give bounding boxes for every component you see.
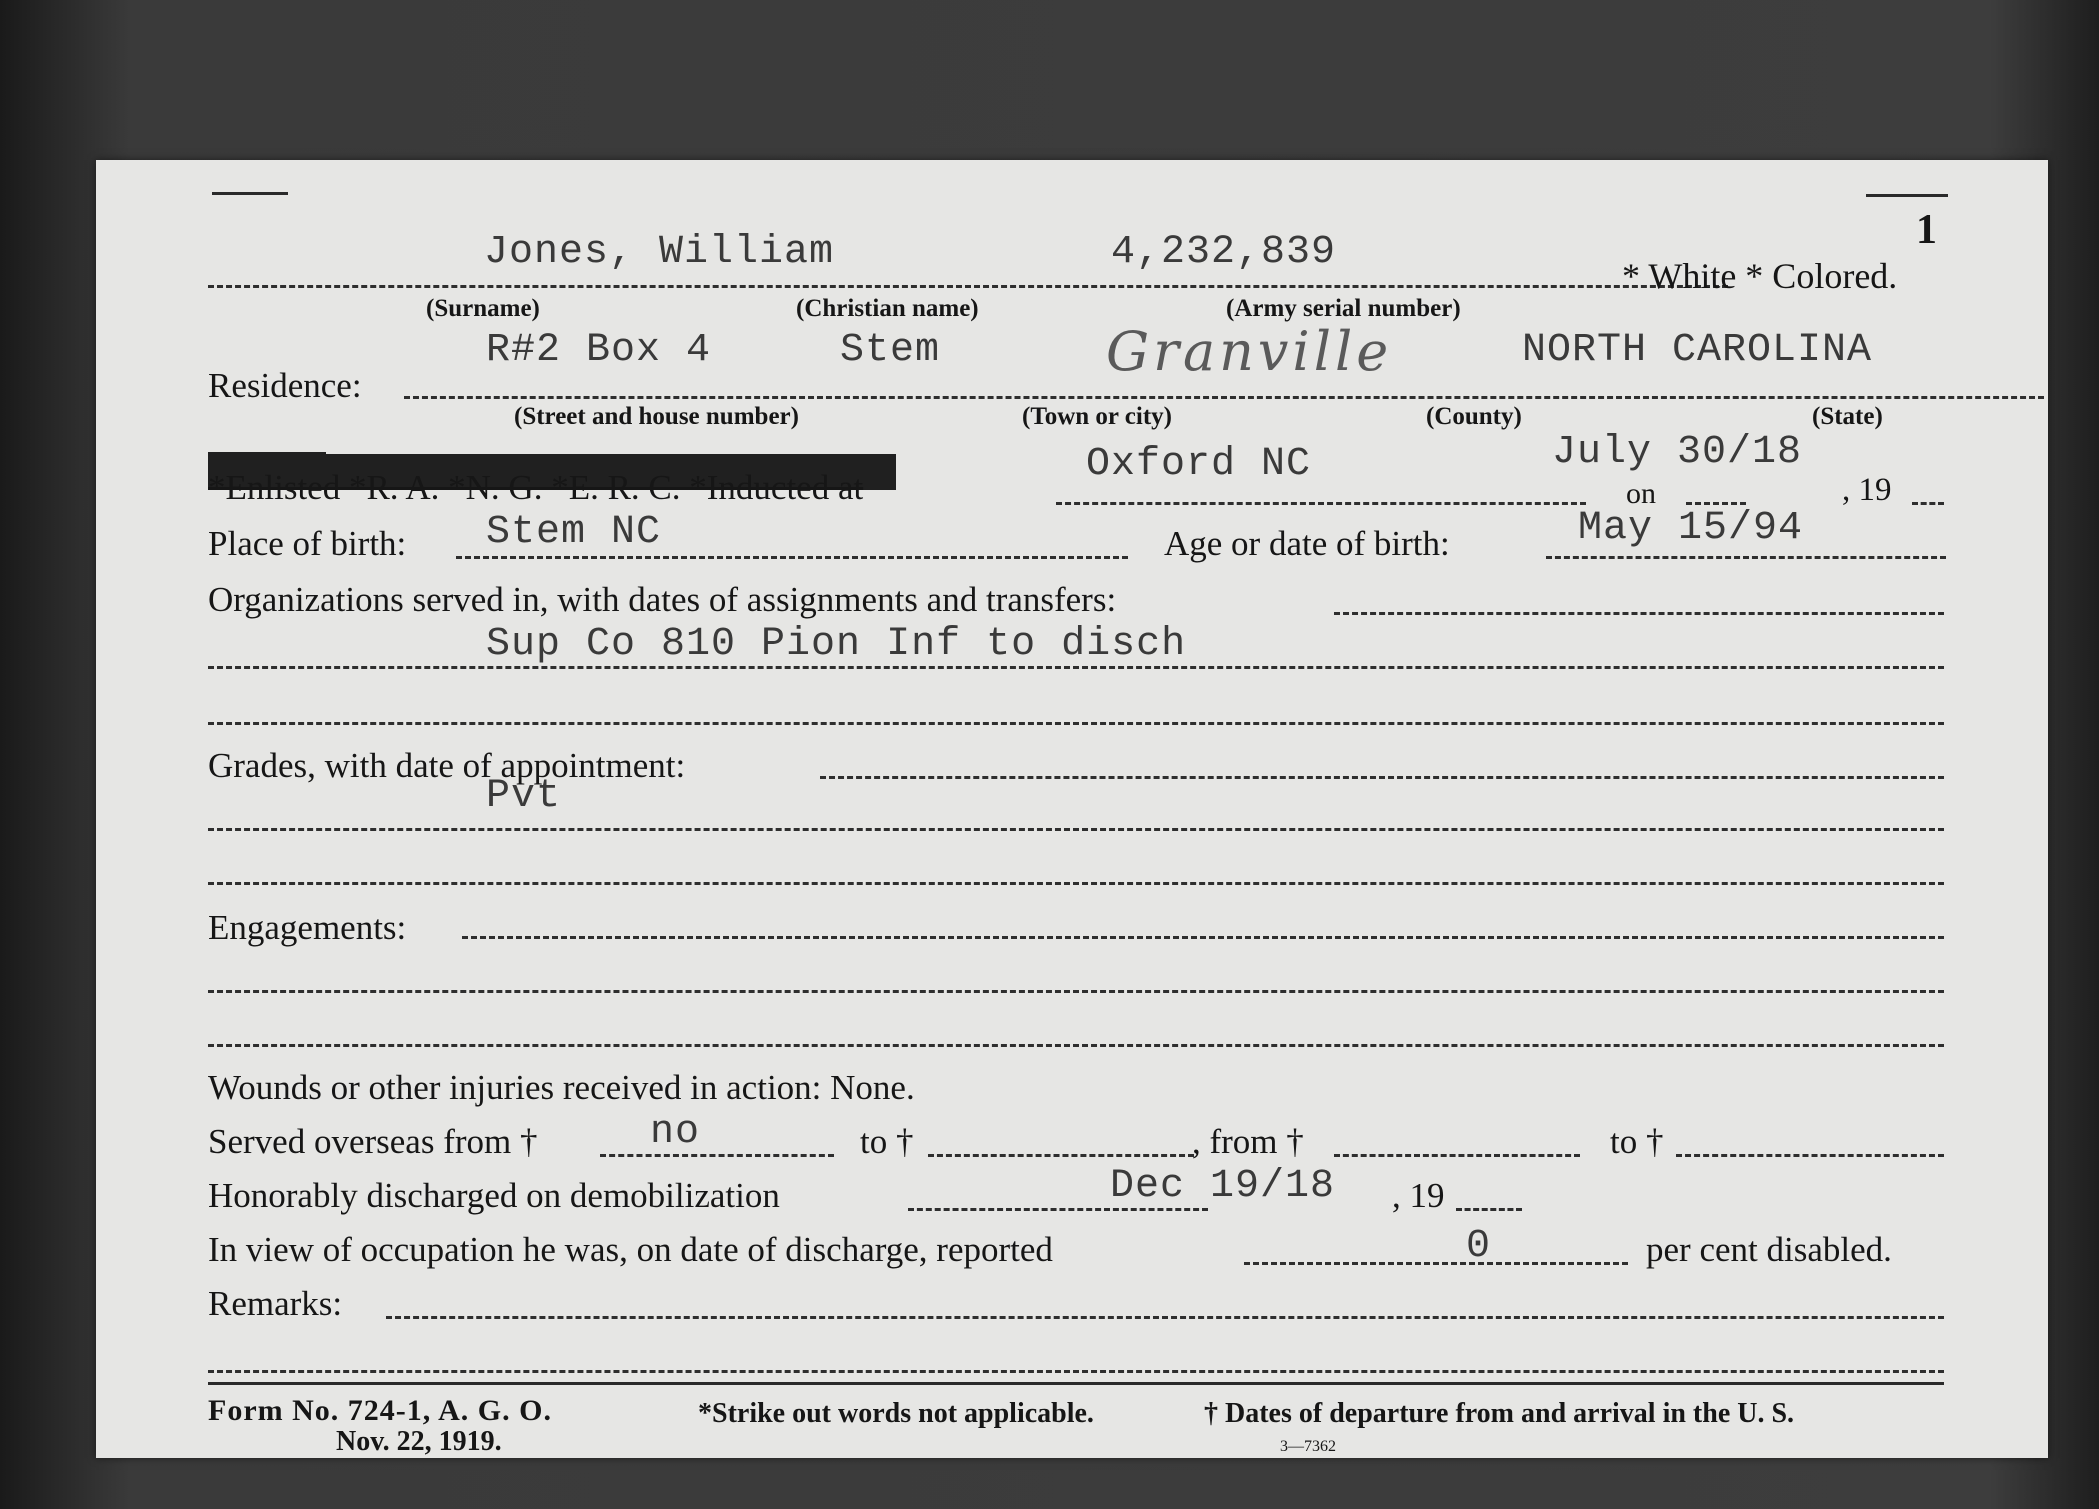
dates-note: † Dates of departure from and arrival in the U. S. [1204,1398,1795,1429]
overseas-to2-line [1676,1154,1944,1157]
overseas-label: Served overseas from † [208,1122,538,1161]
overseas-to-line [928,1154,1194,1157]
residence-county: Granville [1106,320,1393,383]
organizations-label: Organizations served in, with dates of assignments and transfers: [208,580,1117,619]
residence-label: Residence: [208,366,362,405]
caption-county: (County) [1426,403,1522,430]
residence-state: NORTH CAROLINA [1522,328,1873,373]
disability-suffix: per cent disabled. [1646,1230,1892,1269]
army-serial-number: 4,232,839 [1111,230,1337,275]
discharge-label: Honorably discharged on demobilization [208,1176,780,1215]
enlistment-label: *Enlisted *R. A. *N. G. *E. R. C. *Inducted at [208,468,864,507]
disability-line [1244,1262,1628,1265]
wounds-text: Wounds or other injuries received in action: None. [208,1068,915,1107]
discharge-year-suffix: , 19 [1392,1176,1445,1215]
caption-town: (Town or city) [1022,403,1172,430]
engagements-line-1 [462,936,1944,939]
grades-line-2 [208,828,1944,831]
footer-rule [208,1382,1944,1385]
remarks-line-1 [386,1316,1944,1319]
organizations-line-3 [208,722,1944,725]
discharge-date: Dec 19/18 [1110,1164,1336,1209]
place-of-birth-line [456,556,1128,559]
remarks-label: Remarks: [208,1284,343,1323]
grades-line-1 [820,776,1944,779]
overseas-to2-label: to † [1610,1122,1664,1161]
race-options: * White * Colored. [1622,256,1898,296]
strike-note: *Strike out words not applicable. [698,1398,1094,1429]
overseas-from-line [600,1154,834,1157]
caption-street: (Street and house number) [514,403,799,430]
on-line [1686,502,1746,505]
engagements-line-2 [208,990,1944,993]
caption-christian-name: (Christian name) [796,295,979,322]
service-record-card [96,160,2048,1458]
form-date: Nov. 22, 1919. [336,1426,502,1457]
grades-value: Pvt [486,774,562,819]
form-number: Form No. 724-1, A. G. O. [208,1394,552,1427]
date-of-birth: May 15/94 [1578,506,1804,551]
overseas-from2-line [1334,1154,1580,1157]
overseas-to-label: to † [860,1122,914,1161]
print-code: 3—7362 [1280,1438,1336,1455]
on-label: on [1626,477,1656,510]
year-line [1912,502,1944,505]
place-of-birth-label: Place of birth: [208,524,407,563]
residence-street: R#2 Box 4 [486,328,712,373]
engagements-label: Engagements: [208,908,407,947]
grades-line-3 [208,882,1944,885]
name-line [208,285,1728,288]
induction-date: July 30/18 [1552,430,1803,475]
grades-label: Grades, with date of appointment: [208,746,686,785]
card-number: 1 [1916,207,1937,253]
place-of-birth: Stem NC [486,510,662,555]
surname-christian-name: Jones, William [484,230,835,275]
caption-serial-number: (Army serial number) [1226,295,1461,322]
induction-year-suffix: , 19 [1842,472,1892,508]
residence-line [404,396,2044,399]
age-label: Age or date of birth: [1164,524,1450,563]
overseas-from-value: no [650,1110,701,1155]
remarks-line-2 [208,1370,1944,1373]
disability-value: 0 [1466,1224,1492,1269]
residence-town: Stem [840,328,941,373]
inducted-at: Oxford NC [1086,442,1312,487]
organizations-line-2 [208,666,1944,669]
corner-mark-right [1866,194,1948,197]
disability-label: In view of occupation he was, on date of discharge, reported [208,1230,1053,1269]
overseas-from2-label: , from † [1192,1122,1304,1161]
inducted-at-line [1056,502,1586,505]
organizations-line-1 [1334,612,1944,615]
discharge-year-line [1456,1208,1522,1211]
date-of-birth-line [1546,556,1946,559]
caption-state: (State) [1812,403,1883,430]
corner-mark-left [212,192,288,195]
organizations-value: Sup Co 810 Pion Inf to disch [486,622,1187,667]
caption-surname: (Surname) [426,295,540,322]
engagements-line-3 [208,1044,1944,1047]
